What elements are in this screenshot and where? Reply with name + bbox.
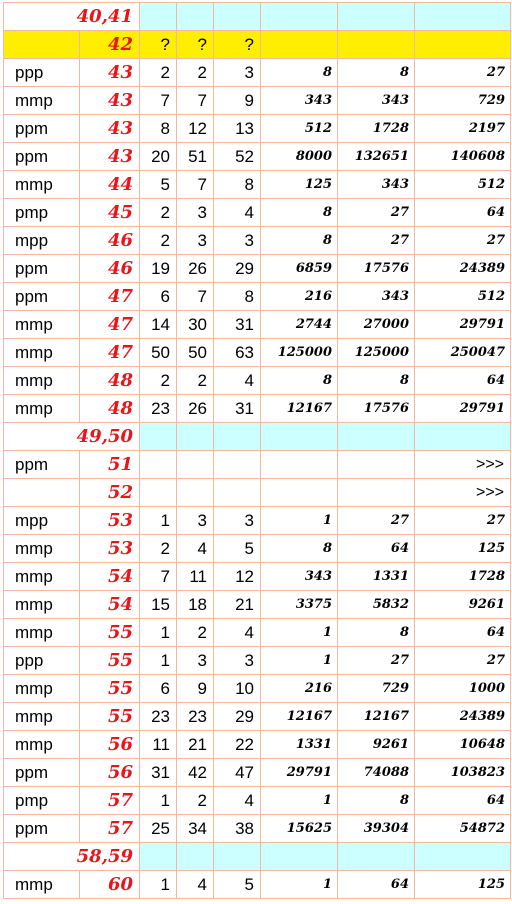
table-row bbox=[4, 815, 511, 843]
empty-cell bbox=[415, 3, 511, 31]
value-b-cell: 2 bbox=[177, 367, 214, 395]
value-b-cell: 3 bbox=[177, 227, 214, 255]
value-b-cell: 11 bbox=[177, 563, 214, 591]
value-b-cell: 3 bbox=[177, 507, 214, 535]
value-c-cell: ? bbox=[214, 31, 261, 59]
empty-cell bbox=[415, 423, 511, 451]
number-cell: 57 bbox=[80, 815, 140, 843]
value-b-cell: 4 bbox=[177, 535, 214, 563]
table-row bbox=[4, 535, 511, 563]
value-a-cell: 5 bbox=[140, 171, 177, 199]
table-row bbox=[4, 871, 511, 899]
range-label-cell: 58,59 bbox=[4, 843, 140, 871]
type-cell: ppm bbox=[4, 815, 80, 843]
value-a-cell: 25 bbox=[140, 815, 177, 843]
value-c-cell: 4 bbox=[214, 787, 261, 815]
value-b-cell: 50 bbox=[177, 339, 214, 367]
value-a-cell: 20 bbox=[140, 143, 177, 171]
cube-c-cell: 64 bbox=[415, 787, 511, 815]
cube-a-cell: 1 bbox=[261, 619, 338, 647]
value-c-cell: 8 bbox=[214, 171, 261, 199]
value-c-cell: 5 bbox=[214, 871, 261, 899]
value-c-cell: 21 bbox=[214, 591, 261, 619]
number-cell: 48 bbox=[80, 367, 140, 395]
type-cell: mmp bbox=[4, 339, 80, 367]
empty-cell bbox=[415, 843, 511, 871]
empty-cell bbox=[338, 479, 415, 507]
type-cell bbox=[4, 479, 80, 507]
cube-a-cell: 8 bbox=[261, 59, 338, 87]
empty-cell bbox=[214, 423, 261, 451]
value-b-cell: 4 bbox=[177, 871, 214, 899]
number-cell: 47 bbox=[80, 339, 140, 367]
type-cell: pmp bbox=[4, 787, 80, 815]
value-b-cell: 2 bbox=[177, 787, 214, 815]
value-c-cell: 10 bbox=[214, 675, 261, 703]
number-cell: 43 bbox=[80, 115, 140, 143]
table-row bbox=[4, 479, 511, 507]
cube-b-cell: 5832 bbox=[338, 591, 415, 619]
cube-c-cell: 27 bbox=[415, 507, 511, 535]
table-row bbox=[4, 199, 511, 227]
value-c-cell: 29 bbox=[214, 703, 261, 731]
cube-a-cell: 125 bbox=[261, 171, 338, 199]
cube-c-cell: 64 bbox=[415, 367, 511, 395]
number-cell: 47 bbox=[80, 311, 140, 339]
number-cell: 52 bbox=[80, 479, 140, 507]
value-a-cell: 7 bbox=[140, 563, 177, 591]
cube-c-cell: 125 bbox=[415, 535, 511, 563]
value-c-cell: 22 bbox=[214, 731, 261, 759]
table-row bbox=[4, 703, 511, 731]
value-a-cell: 2 bbox=[140, 367, 177, 395]
type-cell: ppp bbox=[4, 647, 80, 675]
value-b-cell: 7 bbox=[177, 283, 214, 311]
value-a-cell: 14 bbox=[140, 311, 177, 339]
cube-b-cell: 8 bbox=[338, 619, 415, 647]
number-cell: 54 bbox=[80, 591, 140, 619]
empty-cell bbox=[140, 423, 177, 451]
value-c-cell: 31 bbox=[214, 395, 261, 423]
cube-b-cell: 1728 bbox=[338, 115, 415, 143]
value-c-cell: 5 bbox=[214, 535, 261, 563]
value-b-cell: 7 bbox=[177, 171, 214, 199]
type-cell: ppp bbox=[4, 59, 80, 87]
empty-cell bbox=[261, 451, 338, 479]
value-a-cell: 31 bbox=[140, 759, 177, 787]
type-cell: ppm bbox=[4, 143, 80, 171]
cube-b-cell: 27000 bbox=[338, 311, 415, 339]
type-cell: mmp bbox=[4, 311, 80, 339]
cube-a-cell: 216 bbox=[261, 675, 338, 703]
cube-b-cell: 132651 bbox=[338, 143, 415, 171]
value-b-cell: 18 bbox=[177, 591, 214, 619]
value-b-cell: ? bbox=[177, 31, 214, 59]
cube-c-cell: 64 bbox=[415, 619, 511, 647]
cube-c-cell: 1000 bbox=[415, 675, 511, 703]
value-a-cell: 1 bbox=[140, 871, 177, 899]
empty-cell bbox=[214, 451, 261, 479]
cube-b-cell: 125000 bbox=[338, 339, 415, 367]
table-row bbox=[4, 115, 511, 143]
empty-cell bbox=[177, 451, 214, 479]
type-cell: ppm bbox=[4, 451, 80, 479]
empty-cell bbox=[177, 3, 214, 31]
cube-a-cell: 125000 bbox=[261, 339, 338, 367]
value-c-cell: 52 bbox=[214, 143, 261, 171]
value-a-cell: 2 bbox=[140, 59, 177, 87]
value-c-cell: 63 bbox=[214, 339, 261, 367]
value-a-cell: 15 bbox=[140, 591, 177, 619]
cube-c-cell: 64 bbox=[415, 199, 511, 227]
empty-cell bbox=[261, 31, 338, 59]
table-row bbox=[4, 59, 511, 87]
type-cell: pmp bbox=[4, 199, 80, 227]
value-b-cell: 23 bbox=[177, 703, 214, 731]
number-cell: 48 bbox=[80, 395, 140, 423]
cube-b-cell: 74088 bbox=[338, 759, 415, 787]
cube-c-cell: 27 bbox=[415, 227, 511, 255]
type-cell: mpp bbox=[4, 227, 80, 255]
table-row bbox=[4, 563, 511, 591]
cube-a-cell: 1 bbox=[261, 507, 338, 535]
number-cell: 53 bbox=[80, 507, 140, 535]
type-cell: mmp bbox=[4, 591, 80, 619]
number-cell: 53 bbox=[80, 535, 140, 563]
cube-b-cell: 729 bbox=[338, 675, 415, 703]
cube-b-cell: 8 bbox=[338, 367, 415, 395]
cube-b-cell: 64 bbox=[338, 871, 415, 899]
table-row bbox=[4, 339, 511, 367]
cube-c-cell: 512 bbox=[415, 171, 511, 199]
table-row bbox=[4, 283, 511, 311]
cube-a-cell: 8000 bbox=[261, 143, 338, 171]
table-row bbox=[4, 367, 511, 395]
value-a-cell: 1 bbox=[140, 647, 177, 675]
cube-b-cell: 27 bbox=[338, 227, 415, 255]
empty-cell bbox=[140, 843, 177, 871]
table-row bbox=[4, 647, 511, 675]
value-c-cell: 4 bbox=[214, 367, 261, 395]
table-row bbox=[4, 31, 511, 59]
cube-b-cell: 17576 bbox=[338, 255, 415, 283]
empty-cell bbox=[4, 31, 80, 59]
range-label-cell: 40,41 bbox=[4, 3, 140, 31]
cube-c-cell: 27 bbox=[415, 647, 511, 675]
empty-cell bbox=[338, 31, 415, 59]
number-cell: 47 bbox=[80, 283, 140, 311]
table-row bbox=[4, 3, 511, 31]
value-b-cell: 34 bbox=[177, 815, 214, 843]
empty-cell bbox=[338, 843, 415, 871]
type-cell: mpp bbox=[4, 507, 80, 535]
cube-a-cell: 3375 bbox=[261, 591, 338, 619]
cube-c-cell: 9261 bbox=[415, 591, 511, 619]
value-a-cell: 2 bbox=[140, 227, 177, 255]
cube-c-cell: 1728 bbox=[415, 563, 511, 591]
cube-b-cell: 64 bbox=[338, 535, 415, 563]
value-b-cell: 51 bbox=[177, 143, 214, 171]
cube-a-cell: 8 bbox=[261, 199, 338, 227]
empty-cell bbox=[338, 423, 415, 451]
cube-a-cell: 29791 bbox=[261, 759, 338, 787]
cube-b-cell: 27 bbox=[338, 507, 415, 535]
cube-a-cell: 15625 bbox=[261, 815, 338, 843]
table-row bbox=[4, 843, 511, 871]
type-cell: mmp bbox=[4, 619, 80, 647]
number-cell: 55 bbox=[80, 675, 140, 703]
value-c-cell: 3 bbox=[214, 227, 261, 255]
number-cell: 54 bbox=[80, 563, 140, 591]
cube-b-cell: 17576 bbox=[338, 395, 415, 423]
number-cell: 57 bbox=[80, 787, 140, 815]
empty-cell bbox=[214, 479, 261, 507]
value-a-cell: 1 bbox=[140, 507, 177, 535]
value-c-cell: 31 bbox=[214, 311, 261, 339]
empty-cell bbox=[140, 3, 177, 31]
number-cell: 43 bbox=[80, 143, 140, 171]
type-cell: mmp bbox=[4, 535, 80, 563]
cube-c-cell: 54872 bbox=[415, 815, 511, 843]
type-cell: mmp bbox=[4, 563, 80, 591]
empty-cell bbox=[338, 3, 415, 31]
cube-a-cell: 1 bbox=[261, 647, 338, 675]
number-cell: 56 bbox=[80, 759, 140, 787]
value-c-cell: 4 bbox=[214, 199, 261, 227]
type-cell: mmp bbox=[4, 87, 80, 115]
cube-c-cell: 10648 bbox=[415, 731, 511, 759]
value-b-cell: 26 bbox=[177, 255, 214, 283]
cube-c-cell: 250047 bbox=[415, 339, 511, 367]
number-cell: 55 bbox=[80, 619, 140, 647]
cube-c-cell: 2197 bbox=[415, 115, 511, 143]
value-b-cell: 3 bbox=[177, 199, 214, 227]
range-label-cell: 49,50 bbox=[4, 423, 140, 451]
cube-b-cell: 39304 bbox=[338, 815, 415, 843]
empty-cell bbox=[261, 423, 338, 451]
table-row bbox=[4, 395, 511, 423]
cube-c-cell: 27 bbox=[415, 59, 511, 87]
value-a-cell: 6 bbox=[140, 675, 177, 703]
empty-cell bbox=[177, 843, 214, 871]
cube-a-cell: 8 bbox=[261, 227, 338, 255]
type-cell: ppm bbox=[4, 759, 80, 787]
cube-a-cell: 1 bbox=[261, 871, 338, 899]
cube-b-cell: 343 bbox=[338, 283, 415, 311]
number-cell: 46 bbox=[80, 255, 140, 283]
cube-a-cell: 6859 bbox=[261, 255, 338, 283]
cube-b-cell: 27 bbox=[338, 199, 415, 227]
cube-b-cell: 9261 bbox=[338, 731, 415, 759]
cube-c-cell: 125 bbox=[415, 871, 511, 899]
value-c-cell: 38 bbox=[214, 815, 261, 843]
cube-c-cell: 24389 bbox=[415, 255, 511, 283]
type-cell: ppm bbox=[4, 115, 80, 143]
continuation-marker: >>> bbox=[415, 479, 511, 507]
table-row bbox=[4, 787, 511, 815]
value-a-cell: 11 bbox=[140, 731, 177, 759]
cube-c-cell: 29791 bbox=[415, 311, 511, 339]
cube-b-cell: 343 bbox=[338, 171, 415, 199]
empty-cell bbox=[261, 3, 338, 31]
type-cell: mmp bbox=[4, 703, 80, 731]
value-c-cell: 3 bbox=[214, 507, 261, 535]
continuation-marker: >>> bbox=[415, 451, 511, 479]
cube-c-cell: 729 bbox=[415, 87, 511, 115]
cube-a-cell: 12167 bbox=[261, 395, 338, 423]
number-cell: 60 bbox=[80, 871, 140, 899]
number-cell: 43 bbox=[80, 59, 140, 87]
value-b-cell: 2 bbox=[177, 619, 214, 647]
value-c-cell: 8 bbox=[214, 283, 261, 311]
cube-a-cell: 1331 bbox=[261, 731, 338, 759]
cube-c-cell: 140608 bbox=[415, 143, 511, 171]
value-a-cell: ? bbox=[140, 31, 177, 59]
table-row bbox=[4, 731, 511, 759]
number-cell: 43 bbox=[80, 87, 140, 115]
cube-a-cell: 1 bbox=[261, 787, 338, 815]
value-c-cell: 13 bbox=[214, 115, 261, 143]
value-c-cell: 47 bbox=[214, 759, 261, 787]
table-row bbox=[4, 591, 511, 619]
empty-cell bbox=[261, 479, 338, 507]
value-a-cell: 23 bbox=[140, 395, 177, 423]
type-cell: ppm bbox=[4, 255, 80, 283]
cube-b-cell: 343 bbox=[338, 87, 415, 115]
number-cell: 55 bbox=[80, 647, 140, 675]
table-row bbox=[4, 143, 511, 171]
table-row bbox=[4, 675, 511, 703]
table-row bbox=[4, 619, 511, 647]
value-b-cell: 2 bbox=[177, 59, 214, 87]
value-b-cell: 42 bbox=[177, 759, 214, 787]
cube-a-cell: 12167 bbox=[261, 703, 338, 731]
number-cell: 51 bbox=[80, 451, 140, 479]
empty-cell bbox=[415, 31, 511, 59]
number-cell: 44 bbox=[80, 171, 140, 199]
value-c-cell: 4 bbox=[214, 619, 261, 647]
cube-c-cell: 24389 bbox=[415, 703, 511, 731]
empty-cell bbox=[338, 451, 415, 479]
table-row bbox=[4, 255, 511, 283]
value-c-cell: 12 bbox=[214, 563, 261, 591]
type-cell: mmp bbox=[4, 367, 80, 395]
type-cell: mmp bbox=[4, 395, 80, 423]
value-c-cell: 3 bbox=[214, 647, 261, 675]
value-a-cell: 23 bbox=[140, 703, 177, 731]
cube-b-cell: 8 bbox=[338, 59, 415, 87]
value-a-cell: 8 bbox=[140, 115, 177, 143]
number-cell: 56 bbox=[80, 731, 140, 759]
table-row bbox=[4, 171, 511, 199]
cube-c-cell: 29791 bbox=[415, 395, 511, 423]
value-a-cell: 7 bbox=[140, 87, 177, 115]
cube-a-cell: 343 bbox=[261, 87, 338, 115]
table-row bbox=[4, 87, 511, 115]
value-b-cell: 26 bbox=[177, 395, 214, 423]
number-cell: 55 bbox=[80, 703, 140, 731]
value-a-cell: 2 bbox=[140, 199, 177, 227]
value-a-cell: 6 bbox=[140, 283, 177, 311]
value-b-cell: 7 bbox=[177, 87, 214, 115]
number-cell: 45 bbox=[80, 199, 140, 227]
type-cell: ppm bbox=[4, 283, 80, 311]
cube-a-cell: 343 bbox=[261, 563, 338, 591]
cube-b-cell: 12167 bbox=[338, 703, 415, 731]
table-body bbox=[4, 3, 511, 899]
cube-c-cell: 512 bbox=[415, 283, 511, 311]
empty-cell bbox=[177, 423, 214, 451]
table-row bbox=[4, 451, 511, 479]
value-a-cell: 1 bbox=[140, 619, 177, 647]
cube-b-cell: 27 bbox=[338, 647, 415, 675]
cube-a-cell: 8 bbox=[261, 535, 338, 563]
type-cell: mmp bbox=[4, 675, 80, 703]
table-row bbox=[4, 759, 511, 787]
empty-cell bbox=[261, 843, 338, 871]
cube-a-cell: 216 bbox=[261, 283, 338, 311]
table-row bbox=[4, 423, 511, 451]
cube-a-cell: 2744 bbox=[261, 311, 338, 339]
table-row bbox=[4, 311, 511, 339]
table-row bbox=[4, 227, 511, 255]
number-cell: 46 bbox=[80, 227, 140, 255]
number-cell: 42 bbox=[80, 31, 140, 59]
cube-a-cell: 8 bbox=[261, 367, 338, 395]
value-a-cell: 19 bbox=[140, 255, 177, 283]
value-b-cell: 21 bbox=[177, 731, 214, 759]
type-cell: mmp bbox=[4, 171, 80, 199]
value-b-cell: 9 bbox=[177, 675, 214, 703]
cube-b-cell: 1331 bbox=[338, 563, 415, 591]
cube-b-cell: 8 bbox=[338, 787, 415, 815]
cube-sum-table bbox=[3, 2, 511, 899]
empty-cell bbox=[214, 3, 261, 31]
value-c-cell: 9 bbox=[214, 87, 261, 115]
value-a-cell: 1 bbox=[140, 787, 177, 815]
value-c-cell: 3 bbox=[214, 59, 261, 87]
type-cell: mmp bbox=[4, 871, 80, 899]
value-b-cell: 30 bbox=[177, 311, 214, 339]
value-a-cell: 2 bbox=[140, 535, 177, 563]
empty-cell bbox=[140, 479, 177, 507]
cube-c-cell: 103823 bbox=[415, 759, 511, 787]
table-row bbox=[4, 507, 511, 535]
value-b-cell: 3 bbox=[177, 647, 214, 675]
empty-cell bbox=[214, 843, 261, 871]
cube-a-cell: 512 bbox=[261, 115, 338, 143]
empty-cell bbox=[177, 479, 214, 507]
type-cell: mmp bbox=[4, 731, 80, 759]
value-c-cell: 29 bbox=[214, 255, 261, 283]
value-a-cell: 50 bbox=[140, 339, 177, 367]
empty-cell bbox=[140, 451, 177, 479]
value-b-cell: 12 bbox=[177, 115, 214, 143]
